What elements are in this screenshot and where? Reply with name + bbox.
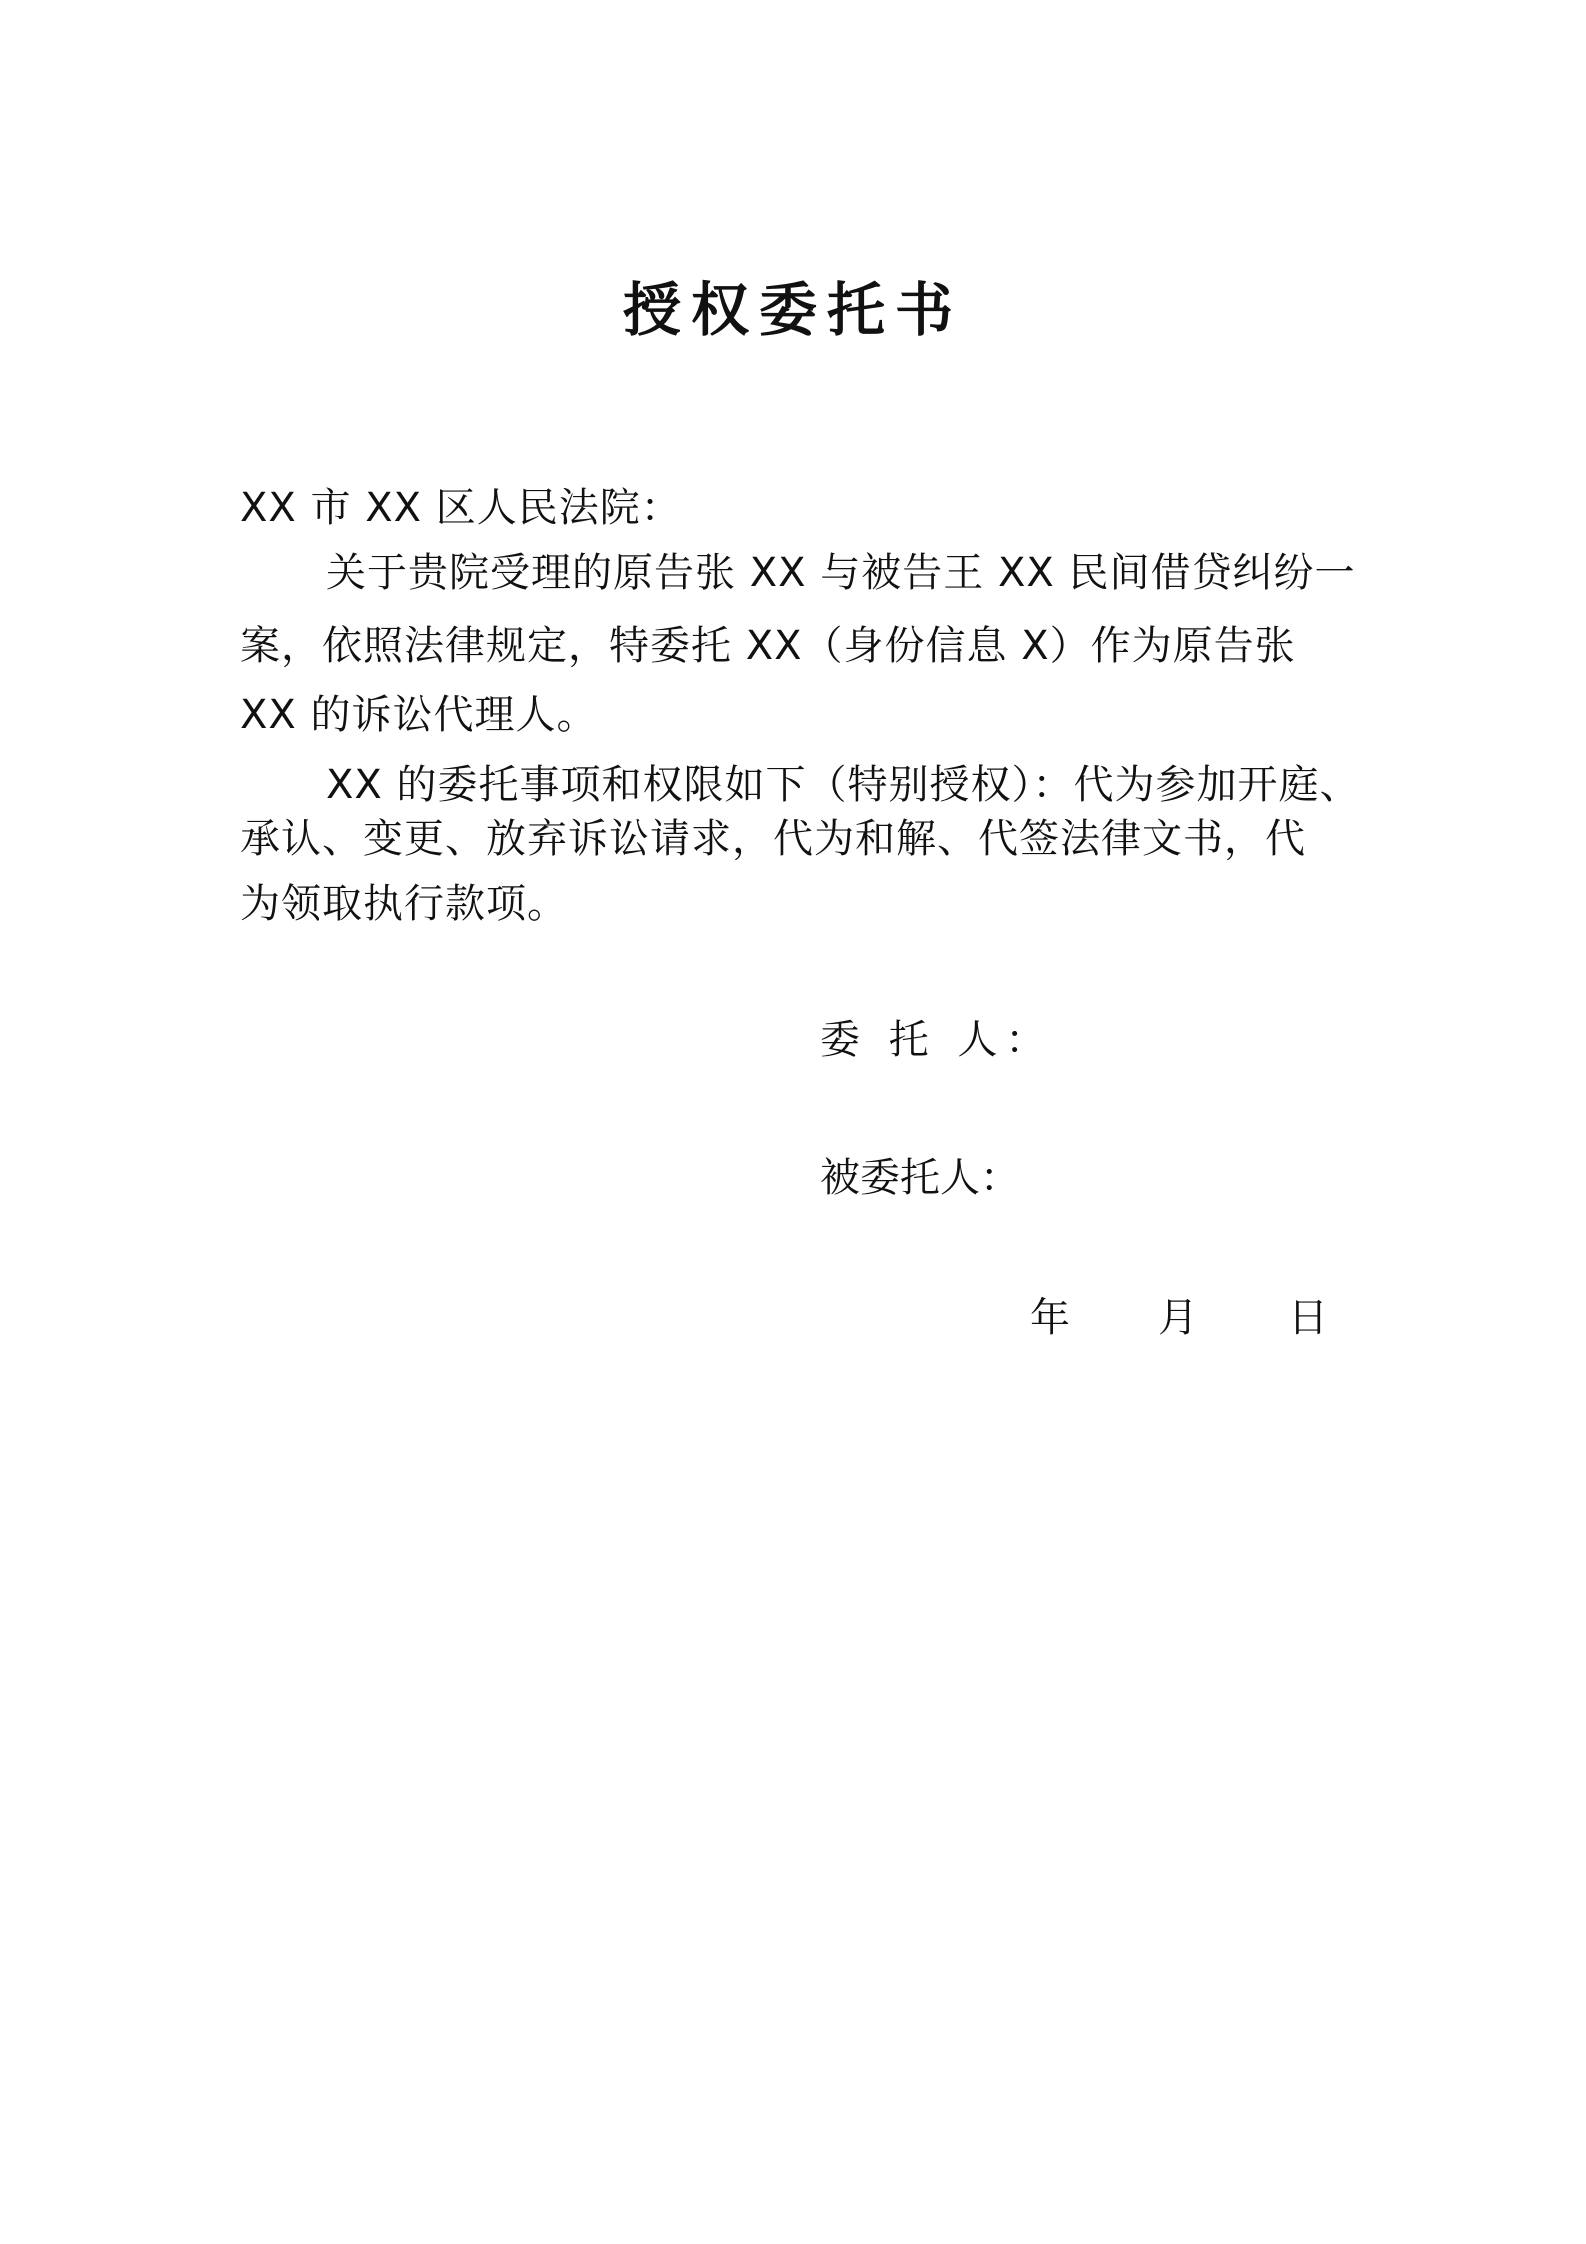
addressee: XX 市 XX 区人民法院：	[240, 485, 682, 531]
paragraph-line: 承认、变更、放弃诉讼请求，代为和解、代签法律文书，代	[240, 816, 1306, 862]
date-year-label: 年	[1030, 1295, 1070, 1341]
principal-signature-label: 委 托 人：	[820, 1017, 1054, 1063]
paragraph-line: 案，依照法律规定，特委托 XX（身份信息 X）作为原告张	[240, 623, 1296, 669]
paragraph-line: XX 的诉讼代理人。	[240, 692, 598, 738]
paragraph-line: 为领取执行款项。	[240, 881, 568, 927]
paragraph-line: 关于贵院受理的原告张 XX 与被告王 XX 民间借贷纠纷一	[326, 550, 1356, 596]
date-month-label: 月	[1158, 1295, 1198, 1341]
date-day-label: 日	[1288, 1295, 1328, 1341]
agent-signature-label: 被委托人：	[820, 1155, 1020, 1201]
paragraph-line: XX 的委托事项和权限如下（特别授权）：代为参加开庭、	[326, 762, 1361, 808]
document-title: 授权委托书	[622, 276, 963, 344]
